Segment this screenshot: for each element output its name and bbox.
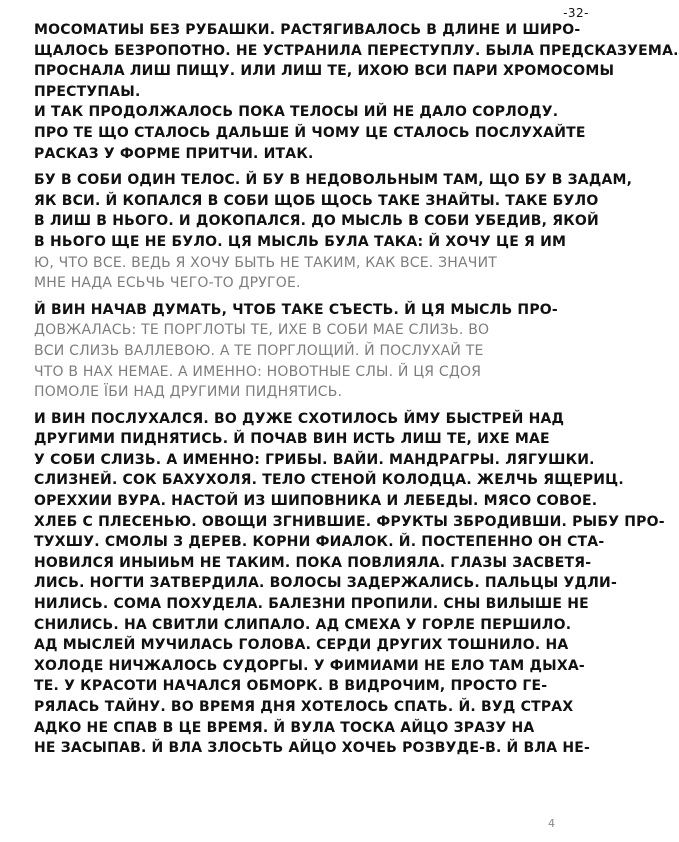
text-line: У СОБИ СЛИЗЬ. А ИМЕННО: ГРИБЫ. ВАЙИ. МАНДРАГРЫ. ЛЯГУШКИ. [34,451,595,468]
text-line: ЩАЛОСЬ БЕЗРОПОТНО. НЕ УСТРАНИЛА ПЕРЕСТУПЛУ. БЫЛА ПРЕДСКАЗУЕМА. [34,42,679,59]
corner-mark: 4 [548,817,555,830]
text-line: ЛИСЬ. НОГТИ ЗАТВЕРДИЛА. ВОЛОСЫ ЗАДЕРЖАЛИСЬ. ПАЛЬЦЫ УДЛИ- [34,575,617,592]
text-line: ДРУГИМИ ПИДНЯТИСЬ. Й ПОЧАВ ВИН ИСТЬ ЛИШ ТЕ, ИХЕ МАЕ [34,431,550,448]
text-line: Ю, ЧТО ВСЕ. ВЕДЬ Я ХОЧУ БЫТЬ НЕ ТАКИМ, КАК ВСЕ. ЗНАЧИТ [34,254,498,271]
text-line: ПОМОЛЕ ЇБИ НАД ДРУГИМИ ПИДНЯТИСЬ. [34,384,343,401]
text-line: В НЬОГО ЩЕ НЕ БУЛО. ЦЯ МЫСЛЬ БУЛА ТАКА: Й ХОЧУ ЦЕ Я ИМ [34,233,567,250]
text-line: ХЛЕБ С ПЛЕСЕНЬЮ. ОВОЩИ ЗГНИВШИЕ. ФРУКТЫ ЗБРОДИВШИ. РЫБУ ПРО- [34,513,665,530]
text-line: И ТАК ПРОДОЛЖАЛОСЬ ПОКА ТЕЛОСЫ ИЙ НЕ ДАЛО СОРЛОДУ. [34,104,559,121]
text-line: И ВИН ПОСЛУХАЛСЯ. ВО ДУЖЕ СХОТИЛОСЬ ЙМУ БЫСТРЕЙ НАД [34,410,565,427]
text-line: РАСКАЗ У ФОРМЕ ПРИТЧИ. ИТАК. [34,145,314,162]
page-number: -32- [563,6,589,20]
paragraph [34,409,665,759]
text-line: В ЛИШ В НЬОГО. И ДОКОПАЛСЯ. ДО МЫСЛЬ В СОБИ УБЕДИВ, ЯКОЙ [34,213,599,230]
text-line: ТЕ. У КРАСОТИ НАЧАЛСЯ ОБМОРК. В ВИДРОЧИМ, ПРОСТО ГЕ- [34,678,548,695]
text-line: ВСИ СЛИЗЬ ВАЛЛЕВОЮ. А ТЕ ПОРГЛОЩИЙ. Й ПОСЛУХАЙ ТЕ [34,342,484,359]
text-line: МНЕ НАДА ЕСЬЧЬ ЧЕГО-ТО ДРУГОЕ. [34,275,301,292]
text-line: РЯЛАСЬ ТАЙНУ. ВО ВРЕМЯ ДНЯ ХОТЕЛОСЬ СПАТЬ. Й. ВУД СТРАХ [34,699,574,715]
paragraph [34,20,679,164]
text-line: СЛИЗНЕЙ. СОК БАХУХОЛЯ. ТЕЛО СТЕНОЙ КОЛОДЦА. ЖЕЛЧЬ ЯЩЕРИЦ. [34,472,624,489]
text-line: НЕ ЗАСЫПАВ. Й ВЛА ЗЛОСЬТЬ АЙЦО ХОЧЕЬ РОЗВУДЕ-В. Й ВЛА НЕ- [34,740,591,757]
text-line: АД МЫСЛЕЙ МУЧИЛАСЬ ГОЛОВА. СЕРДИ ДРУГИХ ТОШНИЛО. НА [34,637,569,654]
text-line: СНИЛИСЬ. НА СВИТЛИ СЛИПАЛО. АД СМЕХА У ГОРЛЕ ПЕРШИЛО. [34,616,572,633]
paragraph [34,170,633,294]
text-line: ТУХШУ. СМОЛЫ З ДЕРЕВ. КОРНИ ФИАЛОК. Й. ПОСТЕПЕННО ОН СТА- [34,534,605,551]
text-line: НИЛИСЬ. СОМА ПОХУДЕЛА. БАЛЕЗНИ ПРОПИЛИ. СНЫ ВИЛЫШЕ НЕ [34,596,589,613]
text-line: ДОВЖАЛАСЬ: ТЕ ПОРГЛОТЫ ТЕ, ИХЕ В СОБИ МАЕ СЛИЗЬ. ВО [34,322,490,339]
text-line: АДКО НЕ СПАВ В ЦЕ ВРЕМЯ. Й ВУЛА ТОСКА АЙЦО ЗРАЗУ НА [34,719,535,736]
text-line: Й ВИН НАЧАВ ДУМАТЬ, ЧТОБ ТАКЕ СЪЕСТЬ. Й ЦЯ МЫСЛЬ ПРО- [34,301,558,318]
handwritten-text-block [34,20,679,759]
text-line: ХОЛОДЕ НИЧЖАЛОСЬ СУДОРГЫ. У ФИМИАМИ НЕ ЕЛО ТАМ ДЫХА- [34,657,585,674]
text-line: ОРЕХХИИ ВУРА. НАСТОЙ ИЗ ШИПОВНИКА И ЛЕБЕДЫ. МЯСО СОВОЕ. [34,493,598,510]
text-line: ПРЕСТУПАЫ. [34,83,141,100]
text-line: БУ В СОБИ ОДИН ТЕЛОС. Й БУ В НЕДОВОЛЬНЫМ ТАМ, ЩО БУ В ЗАДАМ, [34,172,633,189]
text-line: ЯК ВСИ. Й КОПАЛСЯ В СОБИ ЩОБ ЩОСЬ ТАКЕ ЗНАЙТЫ. ТАКЕ БУЛО [34,192,599,209]
text-line: ПРОСНАЛА ЛИШ ПИЩУ. ИЛИ ЛИШ ТЕ, ИХОЮ ВСИ ПАРИ ХРОМОСОМЫ [34,63,615,80]
text-line: ПРО ТЕ ЩО СТАЛОСЬ ДАЛЬШЕ Й ЧОМУ ЦЕ СТАЛОСЬ ПОСЛУХАЙТЕ [34,124,586,141]
paragraph [34,300,594,403]
text-line: ЧТО В НАХ НЕМАЕ. А ИМЕННО: НОВОТНЫЕ СЛЫ. Й ЦЯ СДОЯ [34,363,482,380]
text-line: НОВИЛСЯ ИНЫИЬМ НЕ ТАКИМ. ПОКА ПОВЛИЯЛА. ГЛАЗЫ ЗАСВЕТЯ- [34,554,592,571]
text-line: МОСОМАТИЫ БЕЗ РУБАШКИ. РАСТЯГИВАЛОСЬ В ДЛИНЕ И ШИРО- [34,22,581,38]
